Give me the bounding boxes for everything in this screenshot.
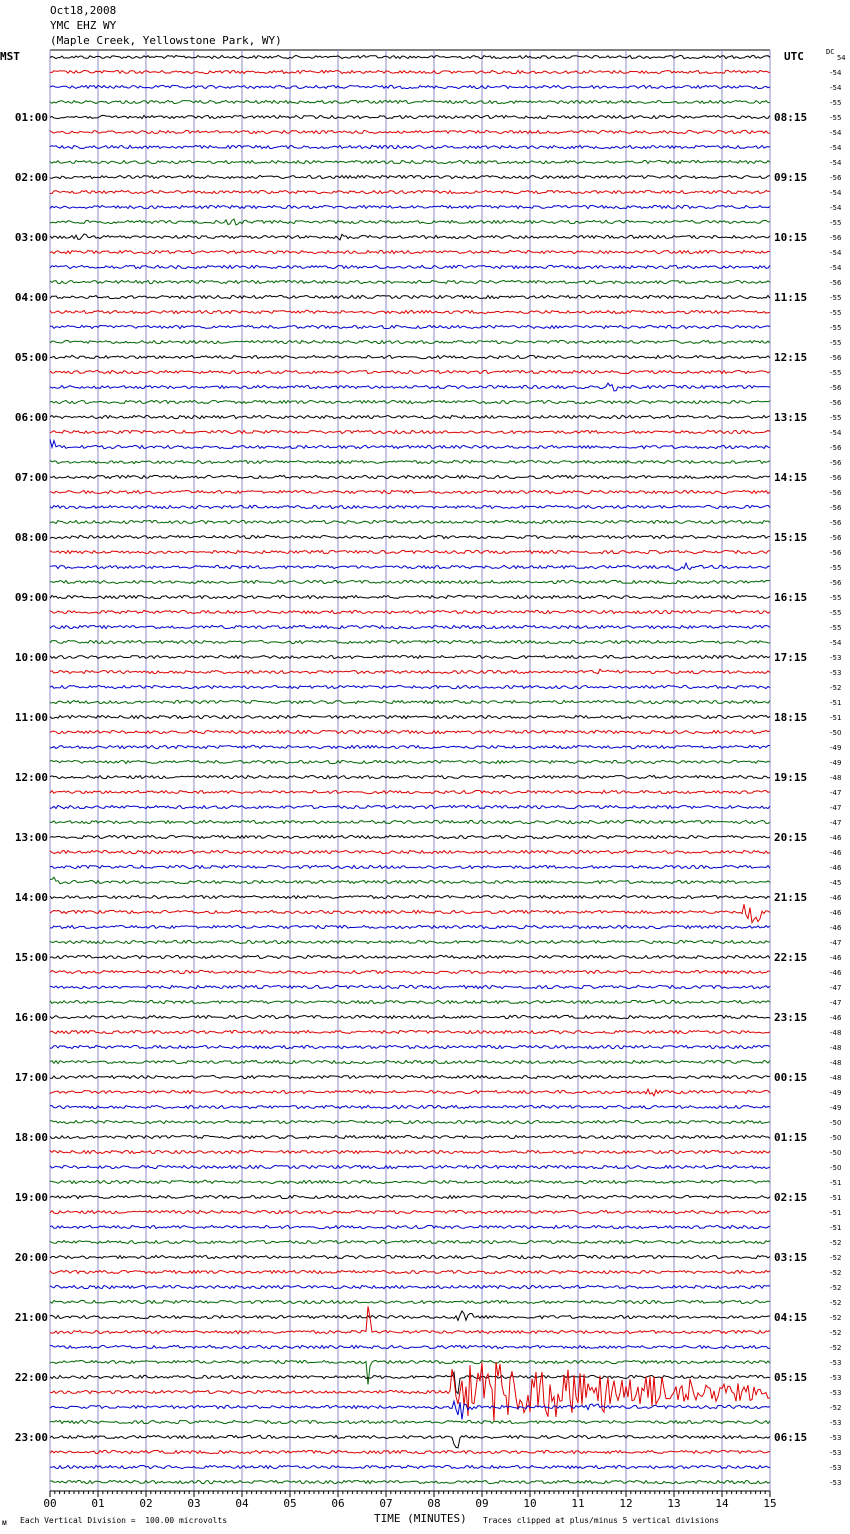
dc-offset-label: -56 [830, 384, 842, 392]
x-tick-label: 09 [475, 1497, 489, 1510]
mst-hour-label: 18:00 [14, 1131, 48, 1144]
header-station: YMC EHZ WY [50, 19, 117, 32]
dc-offset-label: -53 [830, 1389, 842, 1397]
trace-row-22 [50, 383, 770, 391]
seismic-traces [50, 55, 770, 1483]
dc-offset-label: -50 [830, 1134, 842, 1142]
trace-row-70 [50, 1105, 770, 1108]
utc-hour-label: 10:15 [774, 231, 808, 244]
x-tick-label: 08 [427, 1497, 441, 1510]
trace-row-34 [50, 563, 770, 570]
mst-hour-label: 05:00 [14, 351, 48, 364]
utc-hour-label: 16:15 [774, 591, 808, 604]
mst-hour-label: 15:00 [14, 951, 48, 964]
dc-offset-label: -52 [830, 1329, 842, 1337]
trace-row-92 [50, 1435, 770, 1448]
trace-row-74 [50, 1165, 770, 1168]
dc-offset-label: -55 [830, 369, 842, 377]
trace-row-21 [50, 370, 770, 373]
trace-row-8 [50, 175, 770, 178]
dc-offset-label: -51 [830, 1224, 842, 1232]
trace-row-7 [50, 160, 770, 163]
dc-offset-label: -56 [830, 174, 842, 182]
trace-row-86 [50, 1345, 770, 1348]
dc-offset-label: -50 [830, 1164, 842, 1172]
dc-offset-label: -50 [830, 1119, 842, 1127]
dc-offset-label: -54 [830, 204, 842, 212]
x-tick-label: 02 [139, 1497, 153, 1510]
dc-offset-label: -53 [830, 1464, 842, 1472]
trace-row-64 [50, 1015, 770, 1018]
trace-row-73 [50, 1150, 770, 1153]
mst-hour-label: 03:00 [14, 231, 48, 244]
trace-row-61 [50, 970, 770, 973]
time-axis [43, 1491, 776, 1510]
trace-row-24 [50, 415, 770, 418]
utc-hour-label: 04:15 [774, 1311, 808, 1324]
dc-offset-label: -46 [830, 894, 842, 902]
trace-row-12 [50, 234, 770, 240]
dc-offset-label: -54 [830, 129, 842, 137]
trace-row-15 [50, 280, 770, 283]
dc-offset-label: -56 [830, 474, 842, 482]
dc-offset-label: -46 [830, 834, 842, 842]
dc-offset-label: -54 [830, 249, 842, 257]
dc-offset-label: -52 [830, 684, 842, 692]
dc-offset-label: -56 [830, 444, 842, 452]
trace-row-51 [50, 820, 770, 823]
dc-offset-label: -47 [830, 984, 842, 992]
scale-note: Each Vertical Division = 100.00 microvolts [20, 1516, 228, 1525]
trace-row-4 [50, 115, 770, 118]
trace-row-2 [50, 85, 770, 88]
dc-offset-label: -50 [830, 729, 842, 737]
trace-row-3 [50, 100, 770, 103]
x-tick-label: 12 [619, 1497, 633, 1510]
utc-hour-label: 18:15 [774, 711, 808, 724]
dc-offset-label: -47 [830, 789, 842, 797]
utc-hour-label: 05:15 [774, 1371, 808, 1384]
dc-offset-label: -54 [830, 84, 842, 92]
x-tick-label: 15 [763, 1497, 777, 1510]
mst-hour-label: 07:00 [14, 471, 48, 484]
mst-hour-label: 19:00 [14, 1191, 48, 1204]
trace-row-46 [50, 745, 770, 748]
dc-offset-label: -51 [830, 1194, 842, 1202]
dc-offset-label: -47 [830, 819, 842, 827]
utc-hour-label: 03:15 [774, 1251, 808, 1264]
dc-offset-label: -46 [830, 909, 842, 917]
dc-offset-label: -54 [830, 159, 842, 167]
left-zone-label: MST [0, 50, 20, 63]
dc-offset-label: -53 [830, 654, 842, 662]
dc-offset-label: -48 [830, 1059, 842, 1067]
trace-row-47 [50, 760, 770, 763]
utc-hour-label: 21:15 [774, 891, 808, 904]
trace-row-72 [50, 1135, 770, 1138]
trace-row-66 [50, 1045, 770, 1048]
utc-hour-label: 23:15 [774, 1011, 808, 1024]
dc-offset-label: -52 [830, 1344, 842, 1352]
trace-row-50 [50, 805, 770, 808]
trace-row-28 [50, 475, 770, 478]
utc-hour-label: 01:15 [774, 1131, 808, 1144]
mst-hour-label: 09:00 [14, 591, 48, 604]
dc-offset-label: -48 [830, 1029, 842, 1037]
trace-row-71 [50, 1120, 770, 1123]
mst-hour-label: 10:00 [14, 651, 48, 664]
trace-row-38 [50, 625, 770, 628]
dc-offset-label: -50 [830, 1149, 842, 1157]
trace-row-39 [50, 640, 770, 643]
dc-offset-label: -46 [830, 924, 842, 932]
dc-offset-label: -52 [830, 1254, 842, 1262]
mst-hour-label: 22:00 [14, 1371, 48, 1384]
clip-note: Traces clipped at plus/minus 5 vertical divisions [483, 1516, 720, 1525]
dc-offset-label: -52 [830, 1239, 842, 1247]
trace-row-59 [50, 940, 770, 943]
dc-offset-label: -53 [830, 1449, 842, 1457]
mst-hour-label: 16:00 [14, 1011, 48, 1024]
trace-row-85 [50, 1306, 770, 1333]
header-date: Oct18,2008 [50, 4, 117, 17]
dc-offset-label: -56 [830, 399, 842, 407]
dc-offset-label: -55 [830, 324, 842, 332]
dc-offset-label: -55 [830, 114, 842, 122]
dc-offset-label: -53 [830, 1434, 842, 1442]
trace-row-53 [50, 850, 770, 853]
trace-row-81 [50, 1270, 770, 1273]
dc-offset-label: -52 [830, 1269, 842, 1277]
dc-offset-label: -56 [830, 279, 842, 287]
dc-offset-label: -55 [830, 219, 842, 227]
mst-hour-label: 01:00 [14, 111, 48, 124]
dc-offset-label: -56 [830, 354, 842, 362]
dc-offset-label: -53 [830, 1374, 842, 1382]
trace-row-91 [50, 1420, 770, 1423]
dc-offset-label: -48 [830, 1044, 842, 1052]
dc-offset-label: -56 [830, 504, 842, 512]
x-tick-label: 05 [283, 1497, 297, 1510]
dc-offset-label: -53 [830, 1479, 842, 1487]
right-zone-label: UTC [784, 50, 804, 63]
dc-offset-label: -55 [830, 609, 842, 617]
trace-row-13 [50, 250, 770, 253]
mst-hour-label: 04:00 [14, 291, 48, 304]
utc-hour-label: 06:15 [774, 1431, 808, 1444]
trace-row-75 [50, 1180, 770, 1183]
trace-row-41 [50, 669, 770, 674]
trace-row-93 [50, 1450, 770, 1453]
dc-offset-label: -51 [830, 1209, 842, 1217]
trace-row-1 [50, 70, 770, 73]
utc-hour-label: 08:15 [774, 111, 808, 124]
dc-offset-label: -52 [830, 1284, 842, 1292]
trace-row-33 [50, 550, 770, 553]
trace-row-45 [50, 730, 770, 733]
trace-row-6 [50, 145, 770, 148]
trace-row-69 [50, 1089, 770, 1096]
x-tick-label: 04 [235, 1497, 249, 1510]
trace-row-65 [50, 1030, 770, 1033]
trace-row-76 [50, 1195, 770, 1198]
mst-hour-label: 06:00 [14, 411, 48, 424]
utc-hour-label: 17:15 [774, 651, 808, 664]
dc-offset-label: -55 [830, 99, 842, 107]
trace-row-10 [50, 205, 770, 208]
dc-offset-label: -53 [830, 669, 842, 677]
utc-hour-label: 14:15 [774, 471, 808, 484]
dc-offset-label: -56 [830, 489, 842, 497]
trace-row-20 [50, 355, 770, 358]
dc-offset-label: -54 [830, 264, 842, 272]
trace-row-11 [50, 219, 770, 225]
trace-row-0 [50, 55, 770, 58]
trace-row-79 [50, 1240, 770, 1243]
x-tick-label: 10 [523, 1497, 537, 1510]
x-tick-label: 00 [43, 1497, 57, 1510]
trace-row-37 [50, 610, 770, 613]
header-location: (Maple Creek, Yellowstone Park, WY) [50, 34, 282, 47]
trace-row-78 [50, 1225, 770, 1228]
dc-offset-label: -55 [830, 309, 842, 317]
trace-row-30 [50, 505, 770, 508]
dc-offset-label: -47 [830, 999, 842, 1007]
trace-row-32 [50, 535, 770, 538]
dc-label: DC [826, 48, 835, 56]
dc-offset-label: -46 [830, 954, 842, 962]
trace-row-57 [50, 904, 770, 922]
x-tick-label: 11 [571, 1497, 585, 1510]
trace-row-55 [50, 877, 770, 883]
mst-hour-label: 20:00 [14, 1251, 48, 1264]
dc-offset-label: -52 [830, 1299, 842, 1307]
dc-offset-label: -47 [830, 804, 842, 812]
utc-hour-label: 20:15 [774, 831, 808, 844]
dc-offset-label: -56 [830, 519, 842, 527]
trace-row-82 [50, 1285, 770, 1288]
corner-mark: ᴍ [2, 1518, 7, 1527]
dc-offset-label: -55 [830, 294, 842, 302]
dc-offset-label: -56 [830, 234, 842, 242]
trace-row-14 [50, 265, 770, 268]
trace-row-44 [50, 715, 770, 718]
trace-row-23 [50, 400, 770, 403]
dc-offset-label: -54 [830, 639, 842, 647]
trace-row-84 [50, 1311, 770, 1320]
trace-row-77 [50, 1210, 770, 1213]
trace-row-80 [50, 1255, 770, 1258]
x-tick-label: 14 [715, 1497, 729, 1510]
trace-row-62 [50, 985, 770, 988]
trace-row-58 [50, 925, 770, 928]
utc-hour-label: 13:15 [774, 411, 808, 424]
mst-hour-label: 12:00 [14, 771, 48, 784]
utc-hour-label: 12:15 [774, 351, 808, 364]
dc-offset-label: -55 [830, 564, 842, 572]
dc-offset-label: -49 [830, 1104, 842, 1112]
dc-offset-label: -46 [830, 849, 842, 857]
trace-row-42 [50, 685, 770, 688]
utc-hour-label: 11:15 [774, 291, 808, 304]
mst-hour-label: 13:00 [14, 831, 48, 844]
dc-offset-label: -51 [830, 699, 842, 707]
dc-offset-label: -46 [830, 969, 842, 977]
dc-offset-label: -55 [830, 594, 842, 602]
dc-offset-label: -51 [830, 1179, 842, 1187]
trace-row-94 [50, 1465, 770, 1468]
mst-hour-label: 11:00 [14, 711, 48, 724]
dc-offset-label: -55 [830, 624, 842, 632]
mst-hour-label: 21:00 [14, 1311, 48, 1324]
dc-offset-label: -54 [830, 144, 842, 152]
trace-row-56 [50, 895, 770, 898]
trace-row-60 [50, 955, 770, 958]
dc-offset-label: -56 [830, 459, 842, 467]
dc-offset-label: -53 [830, 1359, 842, 1367]
dc-offset-label: -52 [830, 1314, 842, 1322]
utc-hour-label: 15:15 [774, 531, 808, 544]
trace-row-9 [50, 190, 770, 193]
mst-hour-label: 14:00 [14, 891, 48, 904]
trace-row-18 [50, 325, 770, 328]
trace-row-26 [50, 439, 770, 448]
dc-offset-label: -54 [830, 429, 842, 437]
trace-row-17 [50, 310, 770, 313]
dc-offset-label: -52 [830, 1404, 842, 1412]
dc-offset-label: -49 [830, 759, 842, 767]
dc-offset-label: -45 [830, 879, 842, 887]
trace-row-49 [50, 790, 770, 793]
trace-row-89 [50, 1362, 770, 1421]
utc-hour-label: 02:15 [774, 1191, 808, 1204]
trace-row-54 [50, 865, 770, 868]
trace-row-67 [50, 1060, 770, 1063]
trace-row-36 [50, 595, 770, 598]
utc-hour-label: 09:15 [774, 171, 808, 184]
x-tick-label: 03 [187, 1497, 201, 1510]
dc-offset-label: -56 [830, 534, 842, 542]
trace-row-63 [50, 1000, 770, 1003]
trace-row-88 [50, 1372, 770, 1393]
x-tick-label: 06 [331, 1497, 345, 1510]
trace-row-83 [50, 1300, 770, 1303]
dc-offset-label: -48 [830, 774, 842, 782]
dc-offset-label: -49 [830, 1089, 842, 1097]
trace-row-29 [50, 490, 770, 493]
dc-offset-label: -48 [830, 1074, 842, 1082]
trace-row-43 [50, 700, 770, 703]
mst-hour-label: 02:00 [14, 171, 48, 184]
dc-offset-label: -55 [830, 414, 842, 422]
trace-row-31 [50, 520, 770, 523]
dc-offset-label: -47 [830, 939, 842, 947]
utc-hour-label: 22:15 [774, 951, 808, 964]
trace-row-40 [50, 655, 770, 658]
trace-row-52 [50, 835, 770, 838]
dc-offset-label: -46 [830, 1014, 842, 1022]
dc-offset-label: -51 [830, 714, 842, 722]
dc-offset-label: -56 [830, 549, 842, 557]
mst-hour-label: 08:00 [14, 531, 48, 544]
dc-offset-label: -49 [830, 744, 842, 752]
mst-hour-label: 17:00 [14, 1071, 48, 1084]
trace-row-27 [50, 460, 770, 463]
dc-offset-label: -54 [830, 189, 842, 197]
x-tick-label: 07 [379, 1497, 393, 1510]
trace-row-19 [50, 340, 770, 343]
trace-row-35 [50, 580, 770, 583]
dc-offset-label: -46 [830, 864, 842, 872]
x-tick-label: 13 [667, 1497, 681, 1510]
dc-offset-label: -54 [830, 69, 842, 77]
dc-offset-label: -55 [830, 339, 842, 347]
trace-row-16 [50, 295, 770, 298]
trace-row-68 [50, 1075, 770, 1078]
utc-hour-label: 00:15 [774, 1071, 808, 1084]
trace-row-48 [50, 775, 770, 778]
trace-row-5 [50, 130, 770, 133]
x-axis-title: TIME (MINUTES) [374, 1512, 467, 1525]
x-tick-label: 01 [91, 1497, 105, 1510]
trace-row-95 [50, 1480, 770, 1483]
mst-hour-label: 23:00 [14, 1431, 48, 1444]
dc-offset-label: -56 [830, 579, 842, 587]
dc-offset-label: -53 [830, 1419, 842, 1427]
trace-row-25 [50, 430, 770, 433]
trace-row-90 [50, 1401, 770, 1419]
utc-hour-label: 19:15 [774, 771, 808, 784]
dc-first-offset: 54 [837, 54, 846, 62]
